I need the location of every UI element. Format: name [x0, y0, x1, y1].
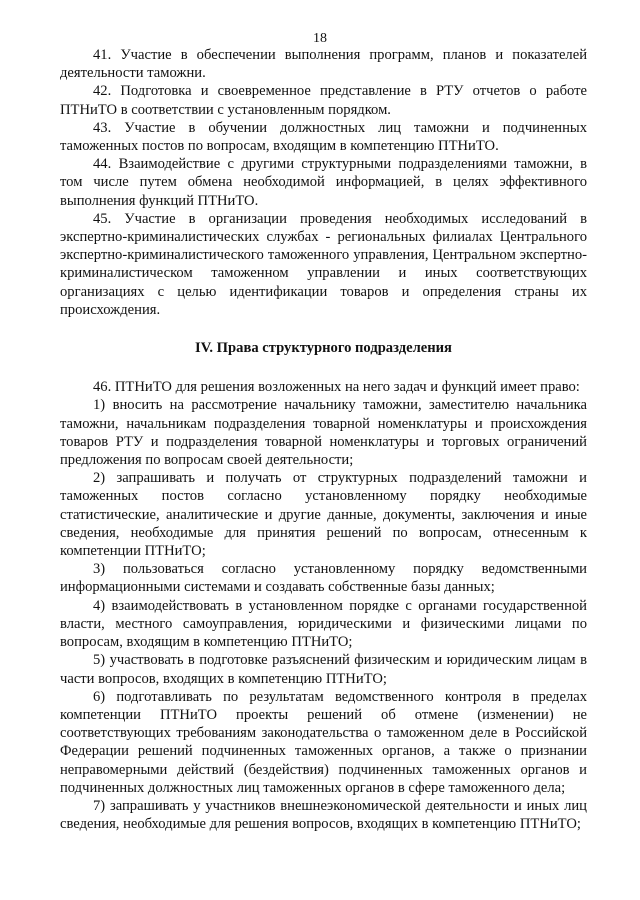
paragraph-46: 46. ПТНиТО для решения возложенных на него задач и функций имеет право:	[93, 379, 580, 396]
paragraph-43: 43. Участие в обучении должностных лиц таможни и подчиненных таможенных постов по вопросам, входящим в компетенцию ПТНиТО.	[60, 119, 587, 155]
right-item-4: 4) взаимодействовать в установленном порядке с органами государственной власти, местного самоуправления, юридическими и физическими лицами по вопросам, входящим в компетенцию ПТНиТО;	[60, 597, 587, 651]
paragraph-42: 42. Подготовка и своевременное представление в РТУ отчетов о работе ПТНиТО в соответствии с установленным порядком.	[60, 83, 587, 118]
right-item-3: 3) пользоваться согласно установленному порядку ведомственными информационными системами и создавать собственные базы данных;	[60, 561, 587, 596]
right-item-7: 7) запрашивать у участников внешнеэкономической деятельности и иных лиц сведения, необходимые для решения вопросов, входящих в компетенцию ПТНиТО;	[60, 797, 587, 833]
paragraph-44: 44. Взаимодействие с другими структурными подразделениями таможни, в том числе путем обмена необходимой информацией, в целях эффективного выполнения функций ПТНиТО.	[60, 156, 587, 209]
paragraph-41: 41. Участие в обеспечении выполнения программ, планов и показателей деятельности таможни.	[60, 47, 587, 82]
paragraph-45: 45. Участие в организации проведения необходимых исследований в экспертно-криминалистических службах - региональных филиалах Центрального экспертно-криминалистического таможенного управления, Центральном экспертно-криминалистическом таможенном управлении и иных соответствующих организациях с целью идентификации товаров и определения страны их происхождения.	[60, 210, 587, 318]
right-item-5: 5) участвовать в подготовке разъяснений физическим и юридическим лицам в части вопросов, входящих в компетенцию ПТНиТО;	[60, 652, 587, 687]
document-body	[60, 46, 587, 833]
section-heading: IV. Права структурного подразделения	[195, 340, 452, 357]
right-item-6: 6) подготавливать по результатам ведомственного контроля в пределах компетенции ПТНиТО проекты решений об отмене (изменении) не соответствующих требованиям законодательства о таможенном деле в Российской Федерации решений подчиненных таможенных органов, а также о признании неправомерными действий (бездействия) подчиненных таможенных органов и подчиненных должностных лиц таможенных органов в сфере таможенного дела;	[60, 688, 587, 796]
right-item-2: 2) запрашивать и получать от структурных подразделений таможни и таможенных постов согласно установленному порядку необходимые статистические, аналитические и другие данные, документы, заключения и иные сведения, необходимые для принятия решений по вопросам, отнесенным к компетенции ПТНиТО;	[60, 470, 587, 560]
page-number: 18	[313, 31, 327, 46]
right-item-1: 1) вносить на рассмотрение начальнику таможни, заместителю начальника таможни, начальникам подразделения товарной номенклатуры и происхождения товаров РТУ и подразделения товарной номенклатуры и торговых ограничений предложения по вопросам своей деятельности;	[60, 397, 587, 469]
